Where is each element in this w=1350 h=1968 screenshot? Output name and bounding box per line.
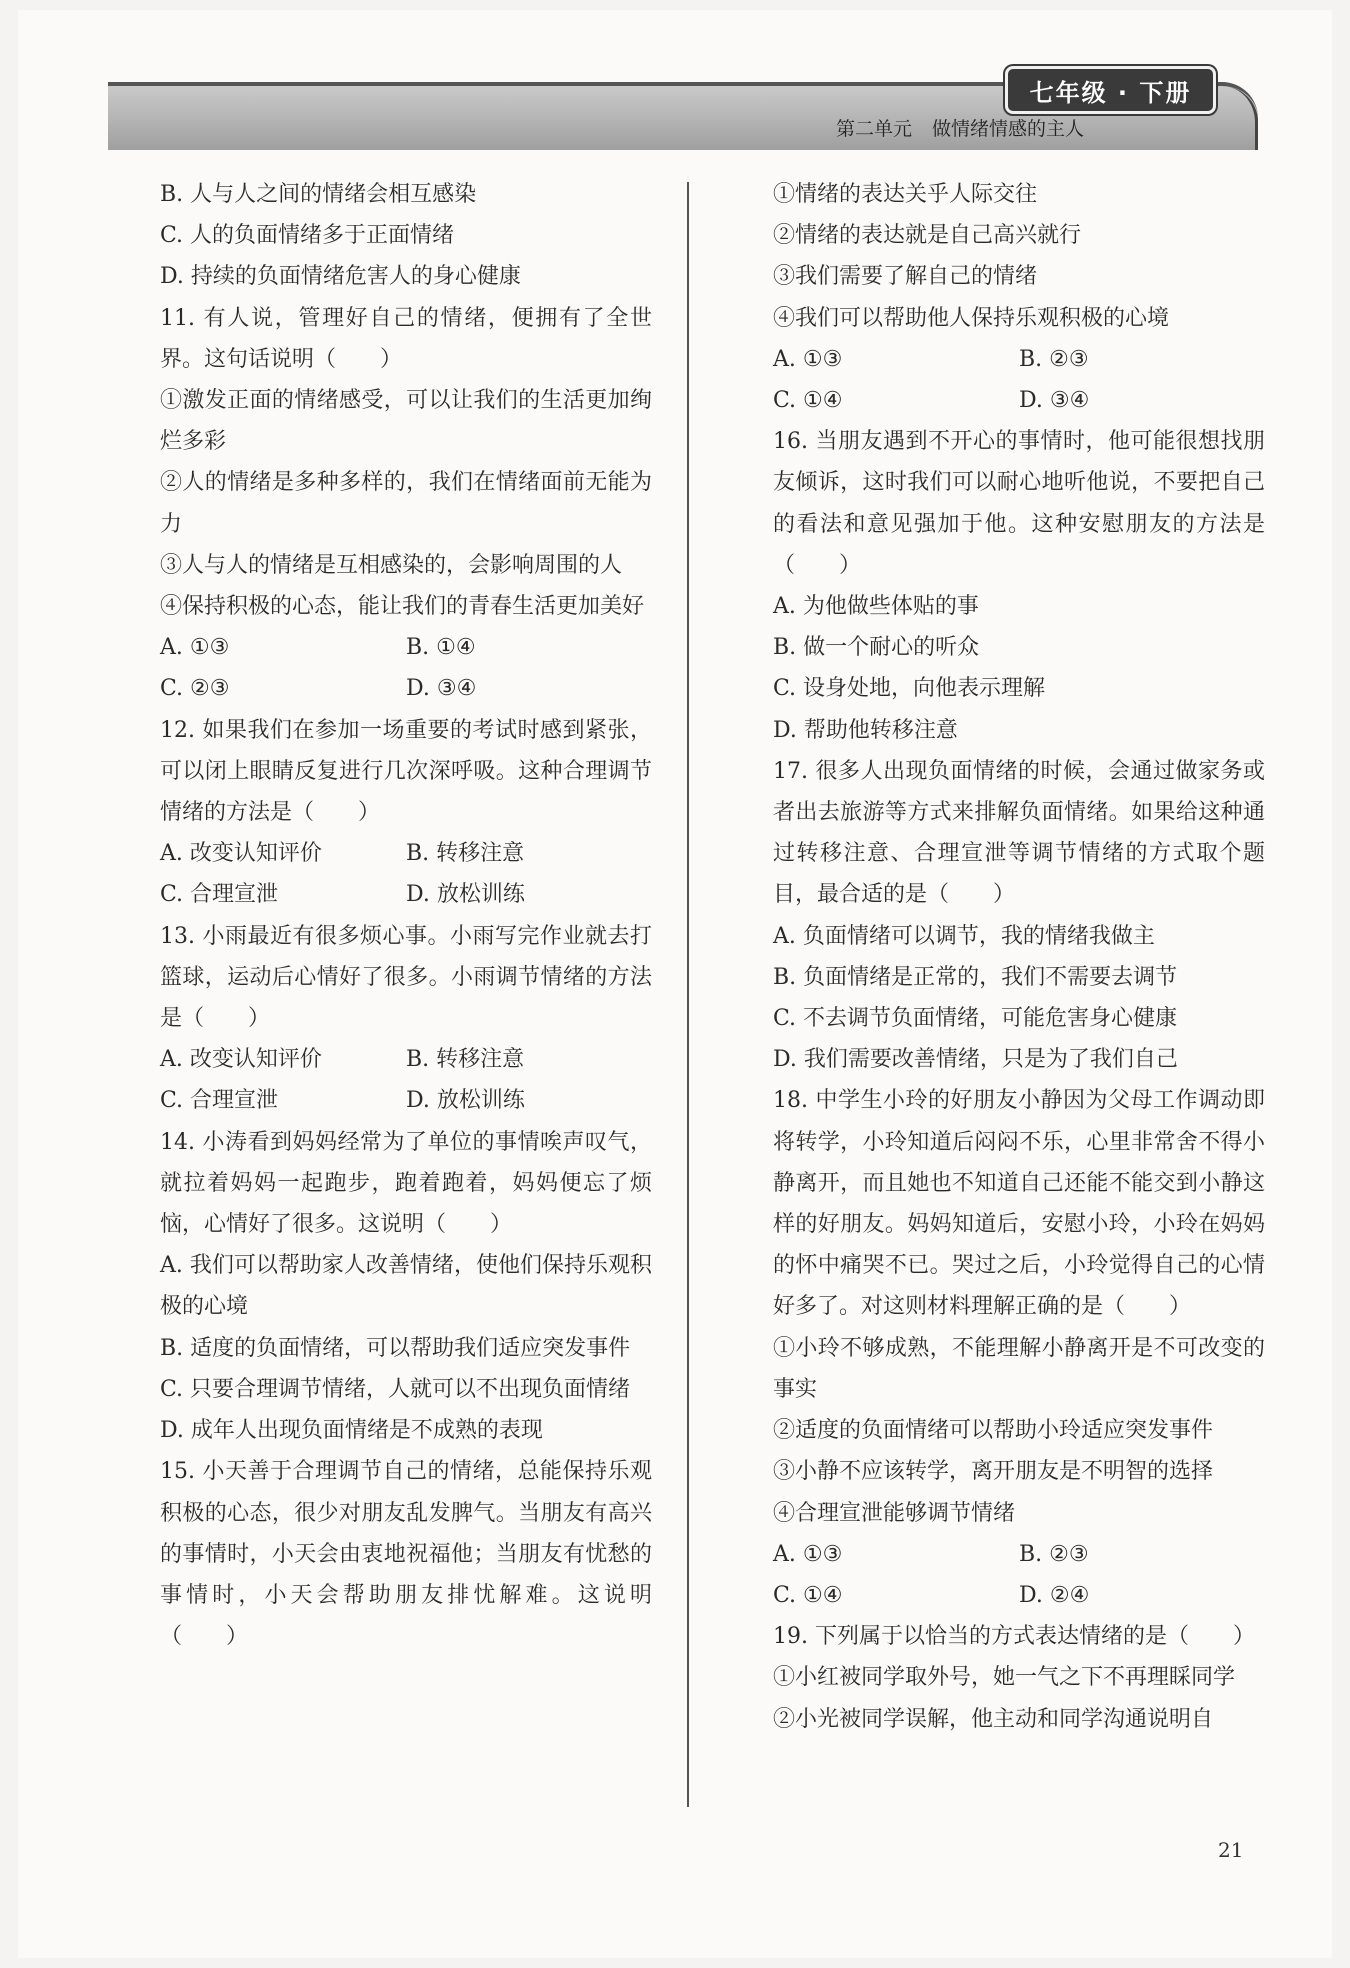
option-c: C. 合理宣泄 xyxy=(160,882,279,908)
question-18: 18. 中学生小玲的好朋友小静因为父母工作调动即将转学，小玲知道后闷闷不乐，心里非常舍不得小静离开，而且她也不知道自己还能不能交到小静这样的好朋友。妈妈知道后，安慰小玲，小玲在妈妈的怀中痛哭不已。哭过之后，小玲觉得自己的心情好多了。对这则材料理解正确的是（ ） xyxy=(773,1088,1265,1320)
option-b: B. ②③ xyxy=(1019,346,1089,372)
statement: ④保持积极的心态，能让我们的青春生活更加美好 xyxy=(160,594,645,620)
statement: ②适度的负面情绪可以帮助小玲适应突发事件 xyxy=(773,1418,1214,1444)
question-14: 14. 小涛看到妈妈经常为了单位的事情唉声叹气，就拉着妈妈一起跑步，跑着跑着，妈妈便忘了烦恼，心情好了很多。这说明（ ） xyxy=(160,1129,652,1238)
option-d: D. ③④ xyxy=(1019,388,1090,414)
right-column xyxy=(725,174,1265,1740)
left-column xyxy=(112,174,652,1657)
option-a: A. 我们可以帮助家人改善情绪，使他们保持乐观积极的心境 xyxy=(160,1253,652,1320)
option-b: B. 人与人之间的情绪会相互感染 xyxy=(160,182,477,207)
statement: ③人与人的情绪是互相感染的，会影响周围的人 xyxy=(160,552,623,578)
option-d: D. 放松训练 xyxy=(406,1088,525,1114)
statement: ③小静不应该转学，离开朋友是不明智的选择 xyxy=(773,1459,1214,1485)
unit-label: 第二单元 xyxy=(836,118,913,140)
option-c: C. ①④ xyxy=(773,388,843,414)
page-number: 21 xyxy=(1218,1838,1244,1862)
option-c: C. ①④ xyxy=(773,1582,843,1608)
statement: ②情绪的表达就是自己高兴就行 xyxy=(773,223,1082,249)
statement: ②小光被同学误解，他主动和同学沟通说明自 xyxy=(773,1706,1214,1732)
option-a: A. ①③ xyxy=(160,635,230,661)
statement: ②人的情绪是多种多样的，我们在情绪面前无能为力 xyxy=(160,470,652,537)
column-divider xyxy=(687,182,689,1807)
option-a: A. ①③ xyxy=(773,1541,843,1567)
question-17: 17. 很多人出现负面情绪的时候，会通过做家务或者出去旅游等方式来排解负面情绪。如果给这种通过转移注意、合理宣泄等调节情绪的方式取个题目，最合适的是（ ） xyxy=(773,758,1265,908)
option-c: C. 人的负面情绪多于正面情绪 xyxy=(160,223,455,249)
statement: ①激发正面的情绪感受，可以让我们的生活更加绚烂多彩 xyxy=(160,388,652,455)
option-b: B. 负面情绪是正常的，我们不需要去调节 xyxy=(773,964,1178,990)
option-a: A. 改变认知评价 xyxy=(160,841,322,867)
option-c: C. 设身处地，向他表示理解 xyxy=(773,676,1046,702)
question-12: 12. 如果我们在参加一场重要的考试时感到紧张，可以闭上眼睛反复进行几次深呼吸。这种合理调节情绪的方法是（ ） xyxy=(160,717,652,826)
option-d: D. ②④ xyxy=(1019,1582,1090,1608)
options-row xyxy=(112,874,652,915)
option-a: A. 改变认知评价 xyxy=(160,1047,322,1073)
statement: ④我们可以帮助他人保持乐观积极的心境 xyxy=(773,305,1170,331)
options-row xyxy=(112,668,652,709)
option-d: D. ③④ xyxy=(406,676,477,702)
options-row xyxy=(112,1039,652,1080)
option-a: A. 负面情绪可以调节，我的情绪我做主 xyxy=(773,923,1155,949)
unit-name: 做情绪情感的主人 xyxy=(932,118,1085,140)
question-15: 15. 小天善于合理调节自己的情绪，总能保持乐观积极的心态，很少对朋友乱发脾气。当朋友有高兴的事情时，小天会由衷地祝福他；当朋友有忧愁的事情时，小天会帮助朋友排忧解难。这说明（ ） xyxy=(160,1459,652,1650)
option-a: A. 为他做些体贴的事 xyxy=(773,594,979,620)
unit-title xyxy=(836,114,1084,141)
question-19: 19. 下列属于以恰当的方式表达情绪的是（ ） xyxy=(773,1624,1255,1650)
options-row xyxy=(112,1080,652,1121)
option-b: B. 适度的负面情绪，可以帮助我们适应突发事件 xyxy=(160,1335,631,1361)
option-b: B. 做一个耐心的听众 xyxy=(773,635,980,661)
option-b: B. 转移注意 xyxy=(406,1047,525,1073)
option-b: B. ①④ xyxy=(406,635,476,661)
statement: ④合理宣泄能够调节情绪 xyxy=(773,1500,1016,1526)
options-row xyxy=(725,339,1265,380)
option-d: D. 成年人出现负面情绪是不成熟的表现 xyxy=(160,1418,543,1444)
options-row xyxy=(725,380,1265,421)
options-row xyxy=(112,627,652,668)
option-d: D. 放松训练 xyxy=(406,882,525,908)
option-c: C. 合理宣泄 xyxy=(160,1088,279,1114)
statement: ①小红被同学取外号，她一气之下不再理睬同学 xyxy=(773,1665,1236,1691)
question-11: 11. 有人说，管理好自己的情绪，便拥有了全世界。这句话说明（ ） xyxy=(160,305,652,372)
options-row xyxy=(725,1534,1265,1575)
question-16: 16. 当朋友遇到不开心的事情时，他可能很想找朋友倾诉，这时我们可以耐心地听他说，不要把自己的看法和意见强加于他。这种安慰朋友的方法是（ ） xyxy=(773,429,1265,578)
grade-label: 七年级 · 下册 xyxy=(1005,66,1216,114)
option-d: D. 帮助他转移注意 xyxy=(773,717,958,743)
option-c: C. 只要合理调节情绪，人就可以不出现负面情绪 xyxy=(160,1376,631,1402)
statement: ③我们需要了解自己的情绪 xyxy=(773,264,1038,290)
question-13: 13. 小雨最近有很多烦心事。小雨写完作业就去打篮球，运动后心情好了很多。小雨调节情绪的方法是（ ） xyxy=(160,923,652,1032)
statement: ①小玲不够成熟，不能理解小静离开是不可改变的事实 xyxy=(773,1335,1265,1402)
option-a: A. ①③ xyxy=(773,346,843,372)
statement: ①情绪的表达关乎人际交往 xyxy=(773,182,1038,207)
options-row xyxy=(112,833,652,874)
option-b: B. ②③ xyxy=(1019,1541,1089,1567)
option-c: C. ②③ xyxy=(160,676,230,702)
option-d: D. 持续的负面情绪危害人的身心健康 xyxy=(160,264,521,290)
option-b: B. 转移注意 xyxy=(406,841,525,867)
option-c: C. 不去调节负面情绪，可能危害身心健康 xyxy=(773,1006,1178,1032)
options-row xyxy=(725,1575,1265,1616)
option-d: D. 我们需要改善情绪，只是为了我们自己 xyxy=(773,1047,1178,1073)
